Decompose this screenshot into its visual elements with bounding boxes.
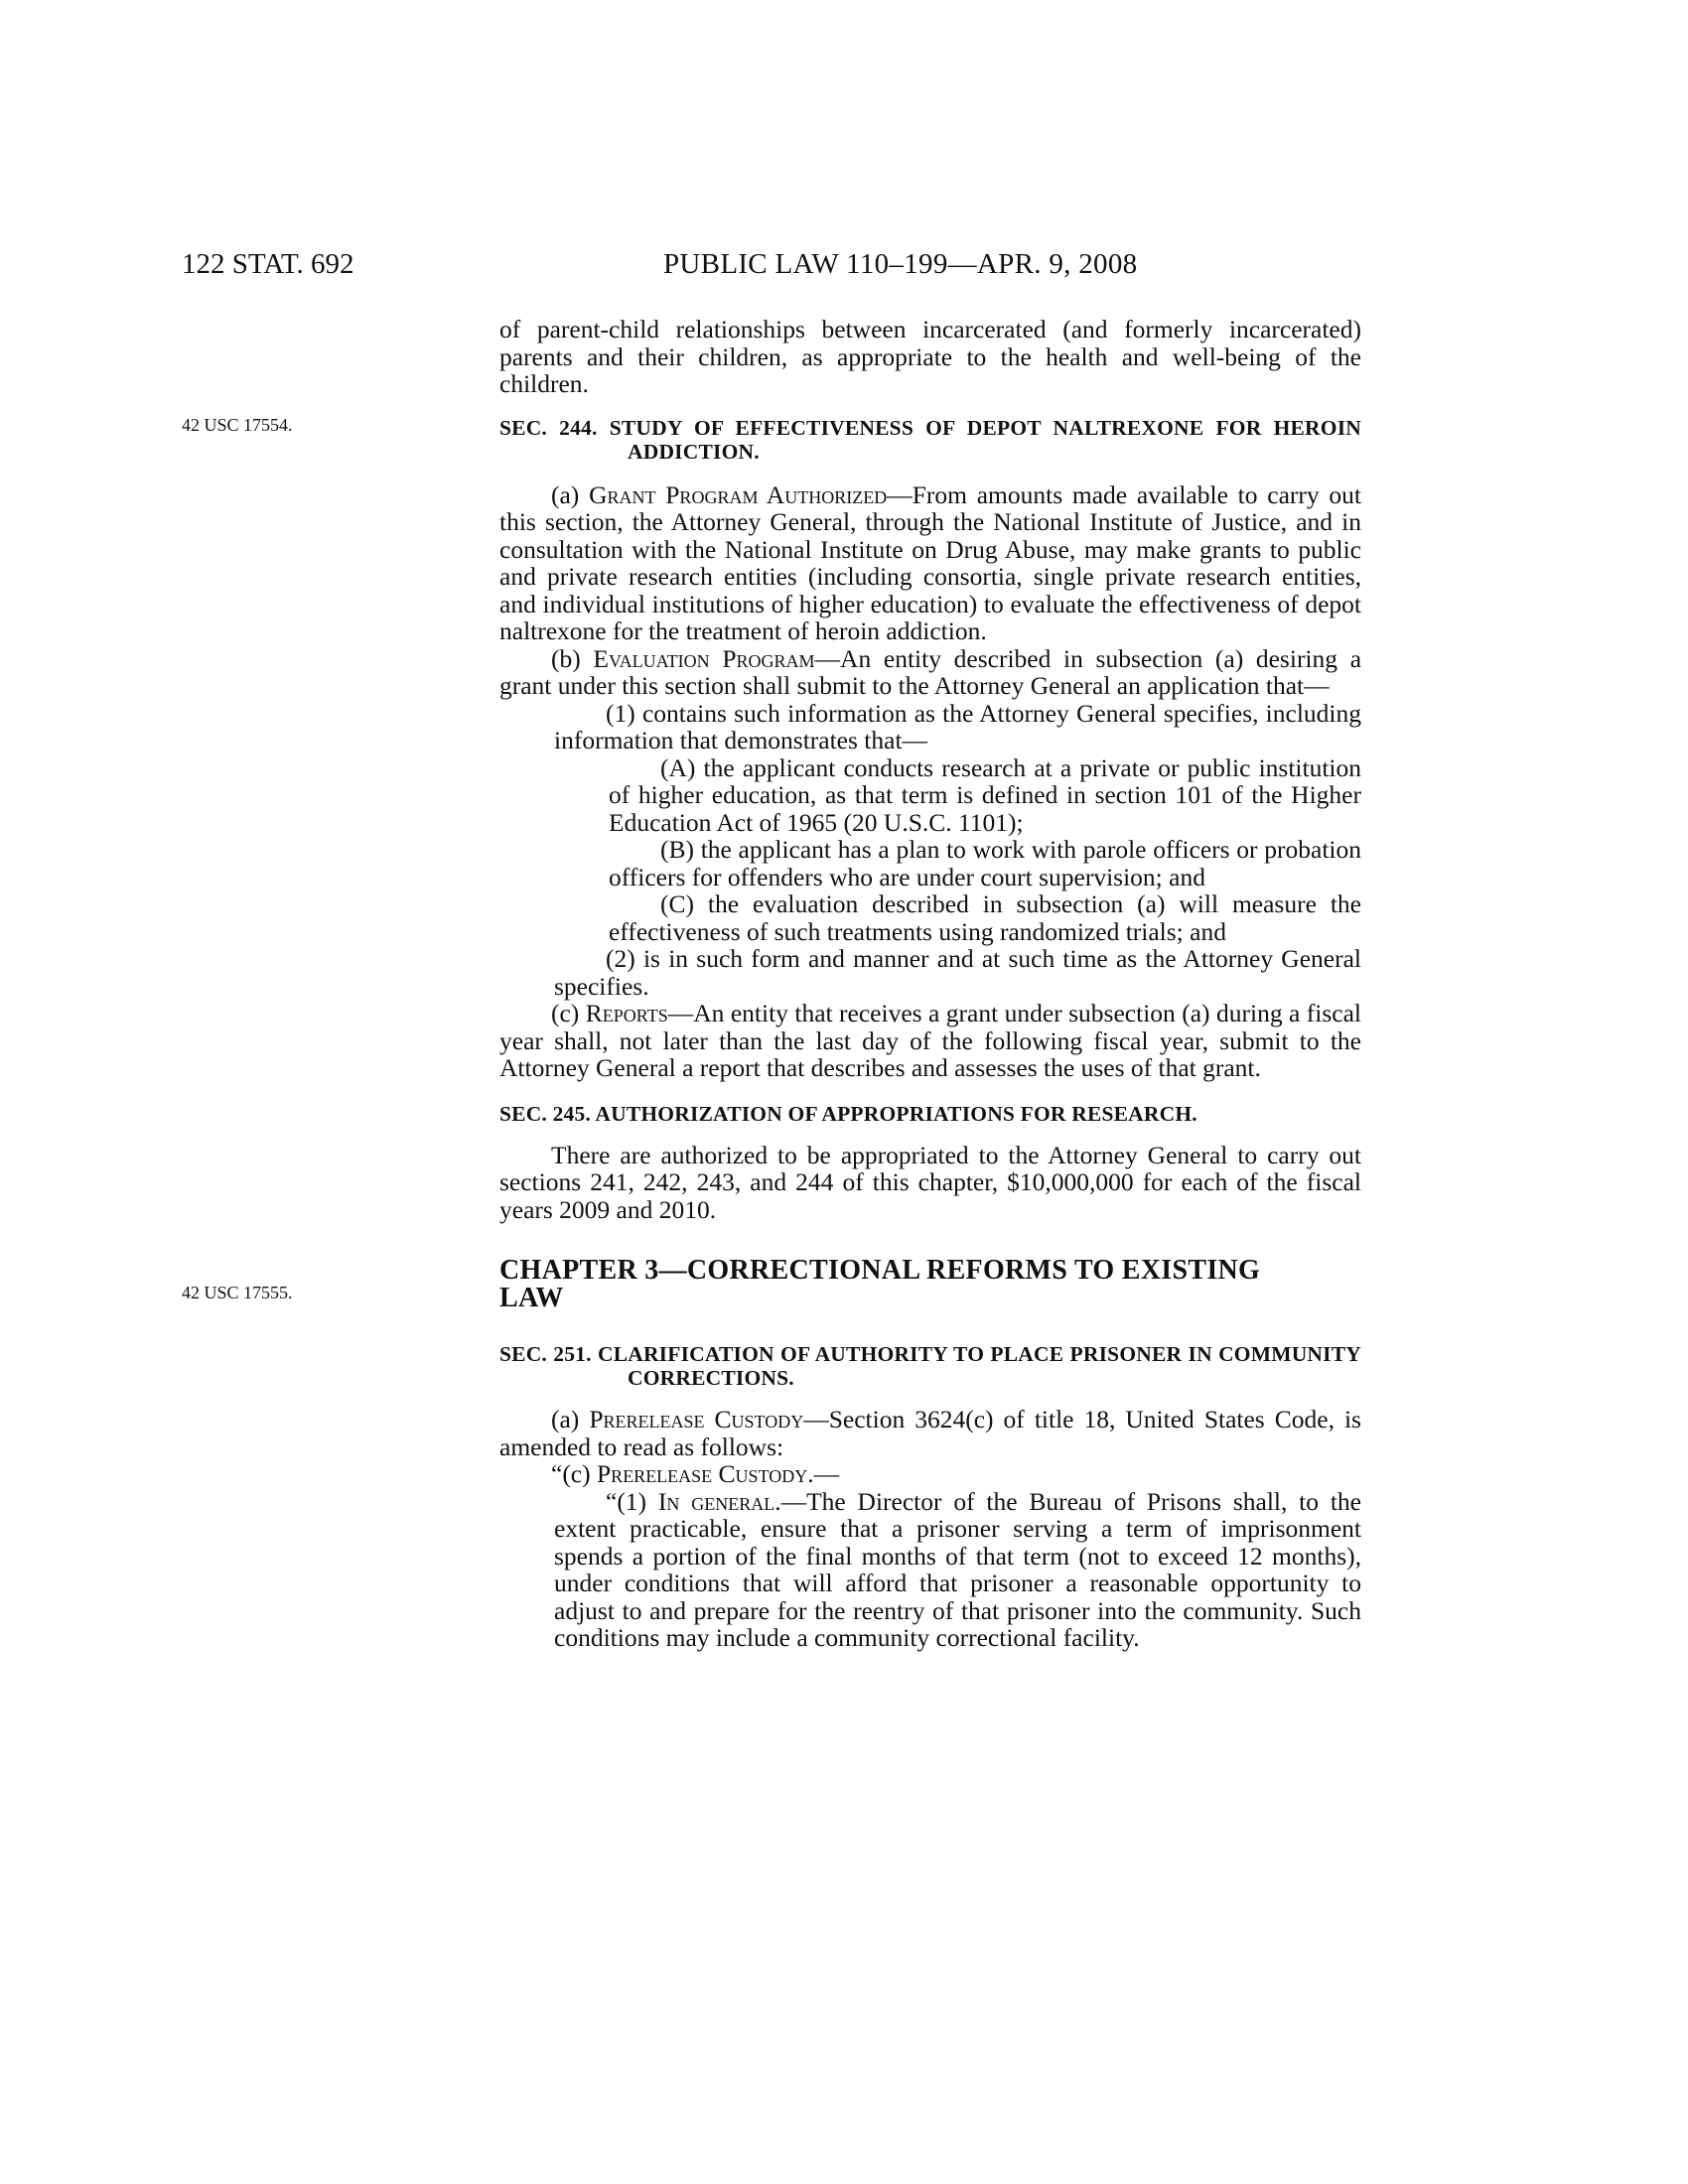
sec251-quoted-subsection-c: “(c) Prerelease Custody.— [551,1459,840,1488]
sec251-quoted-paragraph-1: “(1) In general.—The Director of the Bureau of Prisons shall, to the extent practicable, ensure that a prisoner serving a term of imprisonment spends a portion of the final months of that term (not to exceed 12 months), under conditions that will afford that prisoner a reasonable opportunity to adjust to and prepare for the reentry of that prisoner into the community. Such conditions may include a community correctional facility. [554,1486,1361,1652]
section-244-heading: SEC. 244. STUDY OF EFFECTIVENESS OF DEPOT NALTREXONE FOR HEROIN ADDICTION. [499,415,1361,464]
sec244-paragraph-1: (1) contains such information as the Attorney General specifies, including information that demonstrates that— [554,698,1361,754]
sec244-subparagraph-b: (B) the applicant has a plan to work with parole officers or probation officers for offenders who are under court supervision; and [609,835,1361,891]
margin-citation-sec245: 42 USC 17555. [182,1283,293,1302]
stat-page-number: 122 STAT. 692 [182,248,354,280]
section-251-heading: SEC. 251. CLARIFICATION OF AUTHORITY TO PLACE PRISONER IN COMMUNITY CORRECTIONS. [499,1342,1361,1390]
sec244-subsection-a: (a) Grant Program Authorized—From amounts made available to carry out this section, the Attorney General, through the National Institute of Justice, and in consultation with the National Institute on Drug Abuse, may make grants to public and private research entities (including consortia, single private research entities, and individual institutions of higher education) to evaluate the effectiveness of depot naltrexone for the treatment of heroin addiction. [499,479,1361,645]
margin-citation-sec244: 42 USC 17554. [182,415,293,435]
body-column [499,316,1361,1652]
sec245-text: There are authorized to be appropriated to the Attorney General to carry out sections 241, 242, 243, and 244 of this chapter, $10,000,000 for each of the fiscal years 2009 and 2010. [499,1140,1361,1224]
running-header [182,248,1363,288]
sec244-subparagraph-a: (A) the applicant conducts research at a private or public institution of higher education, as that term is defined in section 101 of the Higher Education Act of 1965 (20 U.S.C. 1101); [609,752,1361,837]
chapter-3-heading: CHAPTER 3—CORRECTIONAL REFORMS TO EXISTING LAW [499,1255,1261,1313]
sec244-subparagraph-c: (C) the evaluation described in subsection (a) will measure the effectiveness of such treatments using randomized trials; and [609,889,1361,946]
sec251-subsection-a: (a) Prerelease Custody—Section 3624(c) of title 18, United States Code, is amended to read as follows: [499,1405,1361,1461]
public-law-title: PUBLIC LAW 110–199—APR. 9, 2008 [663,248,1138,280]
sec244-subsection-b: (b) Evaluation Program—An entity described in subsection (a) desiring a grant under this section shall submit to the Attorney General an application that— [499,643,1362,700]
section-245-heading: SEC. 245. AUTHORIZATION OF APPROPRIATIONS FOR RESEARCH. [499,1101,1197,1126]
sec244-subsection-c: (c) Reports—An entity that receives a grant under subsection (a) during a fiscal year shall, not later than the last day of the following fiscal year, submit to the Attorney General a report that describes and assesses the uses of that grant. [499,999,1361,1082]
sec244-paragraph-2: (2) is in such form and manner and at such time as the Attorney General specifies. [554,944,1361,1001]
intro-paragraph: of parent-child relationships between incarcerated (and formerly incarcerated) parents and their children, as appropriate to the health and well-being of the children. [499,315,1361,398]
